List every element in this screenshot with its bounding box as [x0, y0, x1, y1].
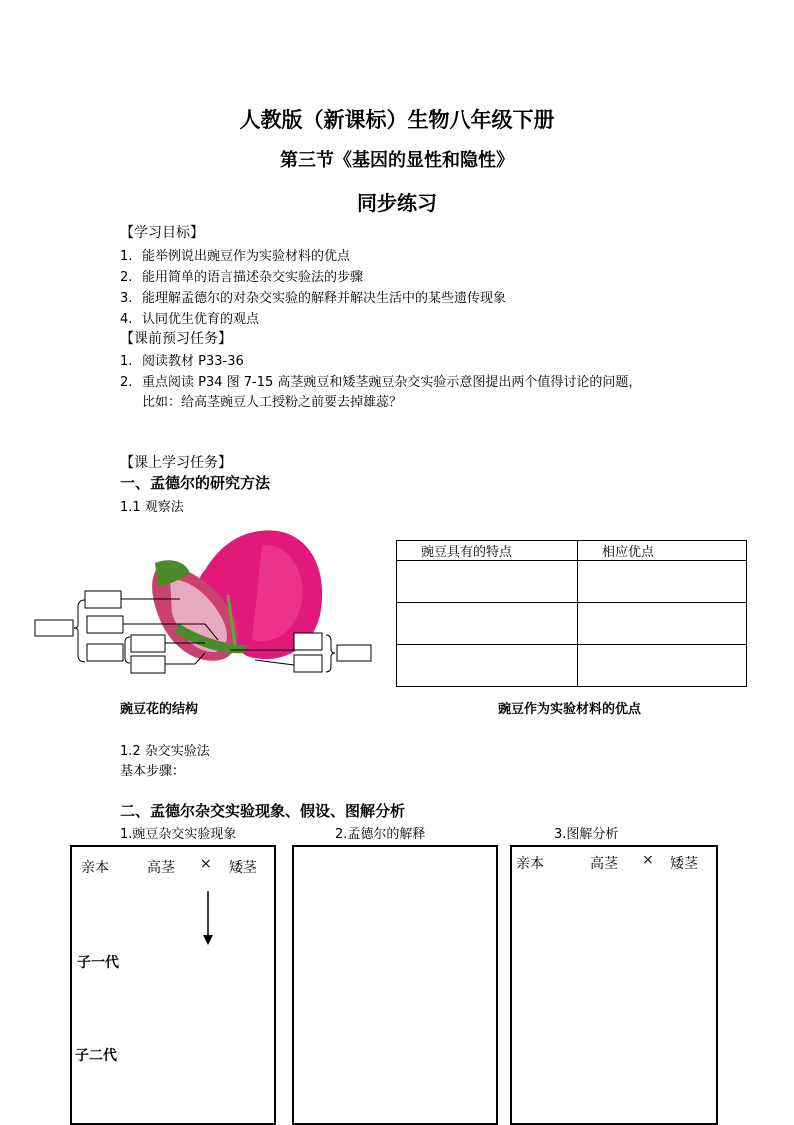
section-two-heading: 二、孟德尔杂交实验现象、假设、图解分析	[120, 802, 406, 820]
preview-item: 1. 阅读教材 P33-36	[120, 354, 244, 369]
preview-heading: 【课前预习任务】	[120, 331, 232, 347]
document-title: 人教版（新课标）生物八年级下册	[239, 107, 555, 132]
label-box	[131, 656, 165, 673]
table-caption: 豌豆作为实验材料的优点	[498, 702, 642, 717]
observation-subheading: 1.1 观察法	[120, 500, 184, 515]
arrow-down-icon	[200, 891, 216, 947]
label-box	[87, 644, 123, 661]
pea-flower-diagram	[30, 525, 390, 685]
flower-caption: 豌豆花的结构	[120, 702, 199, 717]
preview-item: 2. 重点阅读 P34 图 7-15 高茎豌豆和矮茎豌豆杂交实验示意图提出两个值得讨论的问题，	[120, 375, 642, 390]
cross-symbol: ×	[200, 856, 212, 872]
table-cell	[578, 561, 747, 603]
steps-label: 基本步骤：	[120, 764, 186, 779]
exercise-title: 同步练习	[357, 191, 437, 215]
label-box	[337, 645, 371, 661]
table-cell	[578, 603, 747, 645]
table-cell	[578, 645, 747, 687]
table-header-advantage: 相应优点	[578, 541, 747, 561]
panel-title-1: 1.豌豆杂交实验现象	[120, 827, 237, 842]
objective-item: 2. 能用简单的语言描述杂交实验法的步骤	[120, 270, 364, 285]
table-cell	[397, 561, 578, 603]
tall-stem-label: 高茎	[147, 860, 175, 876]
diagram-analysis-panel	[510, 845, 718, 1125]
table-cell	[397, 603, 578, 645]
label-box	[87, 616, 123, 633]
preview-item-continuation: 比如：给高茎豌豆人工授粉之前要去掉雄蕊？	[142, 395, 403, 410]
f2-label: 子二代	[75, 1048, 117, 1064]
objective-item: 4. 认同优生优育的观点	[120, 312, 260, 327]
short-stem-label: 矮茎	[229, 860, 257, 876]
parent-label: 亲本	[516, 856, 544, 872]
label-box	[85, 591, 121, 608]
panel-title-3: 3.图解分析	[554, 827, 619, 842]
section-title: 第三节《基因的显性和隐性》	[280, 150, 514, 171]
label-box	[131, 635, 165, 652]
cross-symbol: ×	[642, 852, 654, 868]
table-cell	[397, 645, 578, 687]
label-box	[35, 620, 73, 636]
tall-stem-label: 高茎	[590, 856, 618, 872]
experiment-phenomenon-panel	[70, 845, 276, 1125]
objectives-heading: 【学习目标】	[120, 225, 204, 241]
mendel-explanation-panel	[292, 845, 498, 1125]
parent-label: 亲本	[81, 860, 109, 876]
advantages-table	[396, 540, 747, 687]
short-stem-label: 矮茎	[670, 856, 698, 872]
f1-label: 子一代	[77, 955, 119, 971]
section-one-heading: 一、孟德尔的研究方法	[120, 474, 271, 492]
objective-item: 3. 能理解孟德尔的对杂交实验的解释并解决生活中的某些遗传现象	[120, 291, 507, 306]
panel-title-2: 2.孟德尔的解释	[335, 827, 426, 842]
hybrid-subheading: 1.2 杂交实验法	[120, 744, 210, 759]
label-box	[294, 655, 322, 672]
classtask-heading: 【课上学习任务】	[120, 455, 232, 471]
objective-item: 1. 能举例说出豌豆作为实验材料的优点	[120, 249, 351, 264]
label-box	[294, 633, 322, 650]
table-header-feature: 豌豆具有的特点	[397, 541, 578, 561]
